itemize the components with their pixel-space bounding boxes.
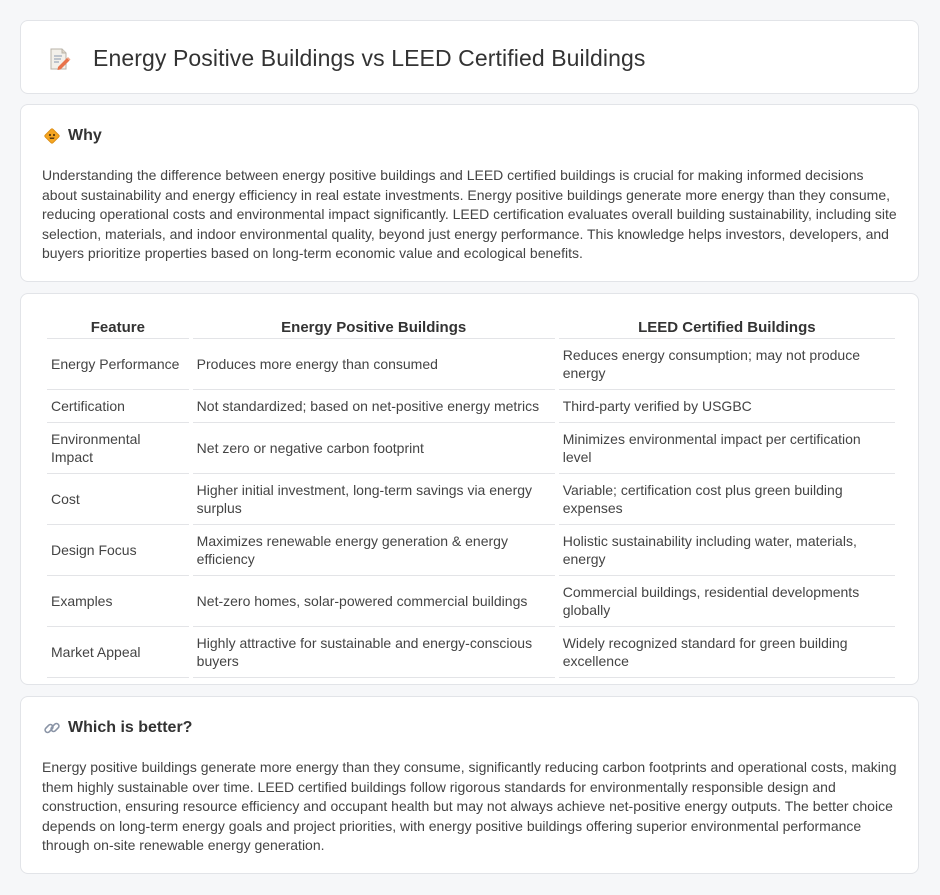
- table-row: [47, 423, 895, 474]
- feature-cell: Examples: [47, 576, 189, 627]
- header-feature: Feature: [47, 316, 189, 339]
- comparison-table: [43, 316, 899, 678]
- comparison-card: [20, 293, 919, 685]
- energy-positive-cell: Not standardized; based on net-positive energy metrics: [193, 390, 555, 423]
- table-row: [47, 390, 895, 423]
- leed-cell: Minimizes environmental impact per certification level: [559, 423, 895, 474]
- header-energy-positive: Energy Positive Buildings: [193, 316, 555, 339]
- leed-cell: Reduces energy consumption; may not produce energy: [559, 339, 895, 390]
- page-title: Energy Positive Buildings vs LEED Certified Buildings: [93, 45, 646, 71]
- leed-cell: Third-party verified by USGBC: [559, 390, 895, 423]
- energy-positive-cell: Highly attractive for sustainable and energy-conscious buyers: [193, 627, 555, 678]
- table-row: [47, 339, 895, 390]
- better-title: Which is better?: [68, 719, 193, 736]
- table-header-row: [47, 316, 895, 339]
- energy-positive-cell: Higher initial investment, long-term savings via energy surplus: [193, 474, 555, 525]
- feature-cell: Design Focus: [47, 525, 189, 576]
- which-is-better-section: [20, 696, 919, 874]
- header-leed: LEED Certified Buildings: [559, 316, 895, 339]
- better-body: Energy positive buildings generate more energy than they consume, significantly reducing carbon footprints and operational costs, making them highly sustainable over time. LEED certified buildings follow rigorous standards for environmentally responsible design and construction, ensuring resource efficiency and occupant health but may not always achieve net-positive energy outputs. The better choice depends on long-term energy goals and project priorities, with energy positive buildings offering superior environmental performance through on-site renewable energy generation.: [42, 759, 897, 854]
- table-row: [47, 474, 895, 525]
- energy-positive-cell: Net-zero homes, solar-powered commercial buildings: [193, 576, 555, 627]
- why-body: Understanding the difference between energy positive buildings and LEED certified buildings is crucial for making informed decisions about sustainability and energy efficiency in real estate investments. Energy positive buildings generate more energy than they consume, reducing operational costs and environmental impact significantly. LEED certification evaluates overall building sustainability, including site selection, materials, and indoor environmental quality, beyond just energy performance. This knowledge helps investors, developers, and buyers prioritize properties based on long-term economic value and ecological benefits.: [42, 167, 897, 262]
- leed-cell: Widely recognized standard for green building excellence: [559, 627, 895, 678]
- energy-positive-cell: Maximizes renewable energy generation & energy efficiency: [193, 525, 555, 576]
- why-section: [20, 104, 919, 282]
- leed-cell: Variable; certification cost plus green building expenses: [559, 474, 895, 525]
- link-icon: [43, 719, 61, 737]
- table-row: [47, 525, 895, 576]
- construction-sign-icon: [43, 127, 61, 145]
- feature-cell: Cost: [47, 474, 189, 525]
- why-title: Why: [68, 127, 102, 144]
- title-card: [20, 20, 919, 94]
- table-row: [47, 627, 895, 678]
- energy-positive-cell: Produces more energy than consumed: [193, 339, 555, 390]
- leed-cell: Holistic sustainability including water, materials, energy: [559, 525, 895, 576]
- feature-cell: Energy Performance: [47, 339, 189, 390]
- better-heading: [43, 719, 192, 737]
- title-row: [47, 45, 645, 72]
- why-heading: [43, 127, 102, 145]
- feature-cell: Environmental Impact: [47, 423, 189, 474]
- table-row: [47, 576, 895, 627]
- feature-cell: Market Appeal: [47, 627, 189, 678]
- memo-icon: [47, 47, 71, 71]
- energy-positive-cell: Net zero or negative carbon footprint: [193, 423, 555, 474]
- leed-cell: Commercial buildings, residential developments globally: [559, 576, 895, 627]
- feature-cell: Certification: [47, 390, 189, 423]
